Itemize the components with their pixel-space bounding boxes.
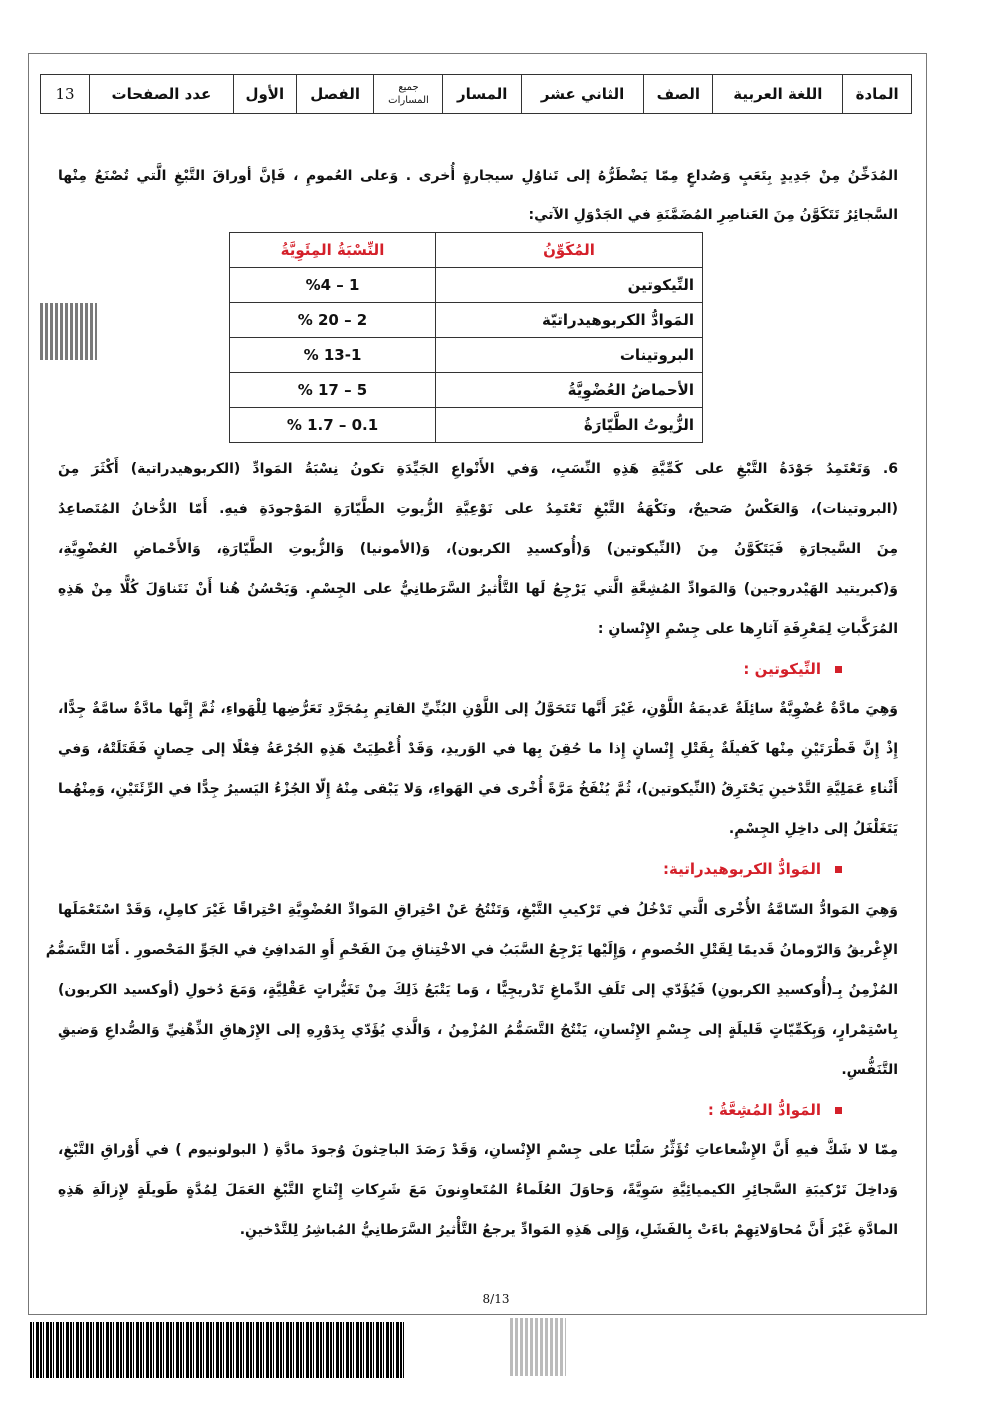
percent: % 13-1 [230, 338, 436, 373]
qr-code [40, 303, 97, 360]
percent: %4 – 1 [230, 268, 436, 303]
carbo-line: بِاسْتِمْرارٍ، وَبِكَمِّيّاتٍ قَليلَةٍ إلى جِسْمِ الإِنْسانِ، يَنْتُجُ التَّسَمُّمُ المُزْمِنُ ، وَالَّذي يُؤَدّي بِدَوْرِهِ إلى الإِرْهاقِ الذِّهْنِيِّ وَالصُّداعِ وَضيقِ [58, 1022, 898, 1038]
track-value: جميع المسارات [374, 75, 443, 114]
intro-line: السَّجائِرُ تَتَكَوَّنُ مِنَ العَناصِرِ المُضَمَّنَةِ في الجَدْوَلِ الآتي: [528, 207, 898, 223]
barcode [30, 1322, 405, 1378]
heading-text: المَوادُّ الكربوهيدراتية: [663, 860, 821, 878]
page-number: 8/13 [482, 1292, 510, 1306]
radio-line: مِمّا لا شَكَّ فيهِ أَنَّ الإِشْعاعاتِ تُؤَثِّرُ سَلْبًا على جِسْمِ الإِنْسانِ، وَقَدْ رَصَدَ الباحِثونَ وُجودَ مادَّةِ ( البولونيوم ) في أَوْراقِ التَّبْغِ، [58, 1142, 898, 1158]
point6-line: 6. وَتَعْتَمِدُ جَوْدَةُ التَّبْغِ على كَمِّيَّةِ هَذِهِ النِّسَبِ، وَفي الأَنْواعِ الجَيِّدَةِ تكونُ نِسْبَةُ المَوادِّ (الكربوهيدراتية) أَكْثَرَ مِنَ [58, 461, 898, 477]
point6-line: مِنَ السَّيجارَةِ فَيَتَكَوَّنُ مِنَ (النِّيكوتين) وَ(أُوكسيدِ الكربون)، وَ(الأمونيا) وَالزُّيوتِ الطَّيّارَةِ، وَالأَحْماضِ العُضْوِيَّةِ، [58, 541, 898, 557]
subject-value: اللغة العربية [713, 75, 843, 114]
square-bullet-icon [835, 866, 842, 873]
table-row [230, 408, 703, 443]
nicotine-line: أَثْناءِ عَمَلِيَّةِ التَّدْخينِ يَحْتَرِقُ (النِّيكوتين)، ثُمَّ يُنْفَخُ مَرَّةً أُخْرى في الهَواءِ، وَلا يَبْقى مِنْهُ إِلّا الجُزْءُ اليَسيرُ جِدًّا في الرِّئَتَيْنِ، وَمِنْهُما [58, 781, 898, 797]
nicotine-line: وَهِيَ مادَّةٌ عُضْوِيَّةٌ سائِلَةٌ عَديمَةُ اللَّوْنِ، غَيْرَ أَنَّها تَتَحَوَّلُ إلى اللَّوْنِ البُنِّيِّ القاتِمِ بِمُجَرَّدِ تَعَرُّضِها لِلْهَواءِ، ثُمَّ إِنَّها مادَّةٌ سامَّةٌ جِدًّا، [58, 701, 898, 717]
heading-text: النِّيكوتين : [743, 660, 821, 678]
header-table [40, 74, 912, 114]
nicotine-line: إِذْ إِنَّ قَطْرَتَيْنِ مِنْها كَفيلَةٌ بِقَتْلِ إِنْسانٍ إِذا ما حُقِنَ بِها في الوَريدِ، وَقَدْ أُعْطِيَتْ هَذِهِ الجُرْعَةُ فِعْلًا إلى حِصانٍ فَقَتَلَتْهُ، وَفي [58, 741, 898, 757]
col-percent: النِّسْبَةُ المِئَوِيَّةُ [230, 233, 436, 268]
component: الأحماضُ العُضْوِيَّةُ [436, 373, 703, 408]
heading-text: المَوادُّ المُشِعَّةُ : [707, 1101, 821, 1119]
pages-value: 13 [41, 75, 90, 114]
percent: % 20 – 2 [230, 303, 436, 338]
component: النِّيكوتين [436, 268, 703, 303]
table-row [230, 338, 703, 373]
composition-table [229, 232, 703, 443]
nicotine-line: يَتَغَلْغَلُ إلى داخِلِ الجِسْمِ. [728, 821, 898, 837]
pages-label: عدد الصفحات [90, 75, 234, 114]
point6-line: وَ(كبريتيد الهَيْدروجين) وَالمَوادِّ المُشِعَّةِ الَّتي يَرْجِعُ لَها التَّأْثيرُ السَّرَطانِيُّ على الجِسْمِ. وَيَحْسُنُ هُنا أَنْ نَتَناوَلَ كُلًّا مِنْ هَذِهِ [58, 581, 898, 597]
small-qr-code [510, 1318, 566, 1376]
component: الزُّيوتُ الطَّيّارَةُ [436, 408, 703, 443]
radio-heading [708, 1101, 842, 1119]
carbo-line: المُزْمِنُ بِـ(أُوكسيدِ الكربونِ) فَيُؤَدّي إلى تَلَفِ الدِّماغِ تَدْريجِيًّا ، وَما يَتْبَعُ ذَلِكَ مِنْ تَغَيُّراتٍ عَقْلِيَّةٍ، وَمَعَ دُخولِ (أوكسيد الكربون) [58, 982, 898, 998]
carbo-heading [663, 860, 842, 878]
percent: % 17 – 5 [230, 373, 436, 408]
intro-line: المُدَخِّنُ مِنْ جَدِيدٍ بِتَعَبٍ وَصُداعٍ مِمّا يَضْطَرُّهُ إلى تَناوُلِ سيجارةٍ أُخرى . وَعلى العُمومِ ، فَإنَّ أوراقَ التَّبْغِ الَّتي تُصْنَعُ مِنْها [58, 168, 898, 184]
grade-value: الثاني عشر [521, 75, 643, 114]
component: المَوادُّ الكربوهيدراتيّة [436, 303, 703, 338]
term-label: الفصل [296, 75, 374, 114]
carbo-line: الإِغْريقُ وَالرّومانُ قَديمًا لِقَتْلِ الخُصومِ ، وَإِلَيْها يَرْجِعُ السَّبَبُ في الاخْتِناقِ مِنَ الفَحْمِ أَوِ المَدافِئِ في الجَوِّ المَحْصورِ . أَمّا التَّسَمُّمُ [45, 942, 898, 958]
term-value: الأول [233, 75, 296, 114]
percent: % 1.7 – 0.1 [230, 408, 436, 443]
col-component: المُكَوِّنُ [436, 233, 703, 268]
table-row [230, 373, 703, 408]
grade-label: الصف [644, 75, 713, 114]
subject-label: المادة [843, 75, 912, 114]
track-label: المسار [443, 75, 522, 114]
square-bullet-icon [835, 1107, 842, 1114]
table-row [230, 303, 703, 338]
square-bullet-icon [835, 666, 842, 673]
carbo-line: التَّنَفُّسِ. [841, 1062, 898, 1078]
table-row [230, 268, 703, 303]
point6-line: (البروتينات)، وَالعَكْسُ صَحيحٌ، ونَكْهَةُ التَّبْغِ تَعْتَمِدُ على نَوْعِيَّةِ الزُّيوتِ الطَّيّارَةِ المَوْجودَةِ فيهِ. أَمّا الدُّخانُ المُتَصاعِدُ [58, 501, 898, 517]
carbo-line: وَهِيَ المَوادُّ السّامَّةُ الأُخْرى الَّتي تَدْخُلُ في تَرْكيبِ التَّبْغِ، وَتَنْتُجُ عَنْ احْتِراقِ المَوادِّ العُضْوِيَّةِ احْتِراقًا غَيْرَ كامِلٍ، وَقَدْ اسْتَعْمَلَها [58, 902, 898, 918]
point6-line: المُرَكَّباتِ لِمَعْرِفَةِ آثارِها على جِسْمِ الإِنْسانِ : [597, 621, 898, 637]
radio-line: وَداخِلَ تَرْكيبَةِ السَّجائِرِ الكيميائِيَّةِ سَوِيَّةً، وَحاوَلَ العُلَماءُ المُتَعاوِنونَ مَعَ شَرِكاتِ إِنْتاجِ التَّبْغِ العَمَلَ لِمُدَّةٍ طَويلَةٍ لإِزالَةِ هَذِهِ [58, 1182, 898, 1198]
nicotine-heading [743, 660, 842, 678]
radio-line: المادَّةِ غَيْرَ أَنَّ مُحاوَلاتِهِمْ باءَتْ بِالفَشَلِ، وَإِلى هَذِهِ المَوادِّ يرجعُ التَّأْثيرُ السَّرَطانِيُّ المُباشِرُ لِلتَّدْخينِ. [239, 1222, 898, 1238]
component: البروتينات [436, 338, 703, 373]
